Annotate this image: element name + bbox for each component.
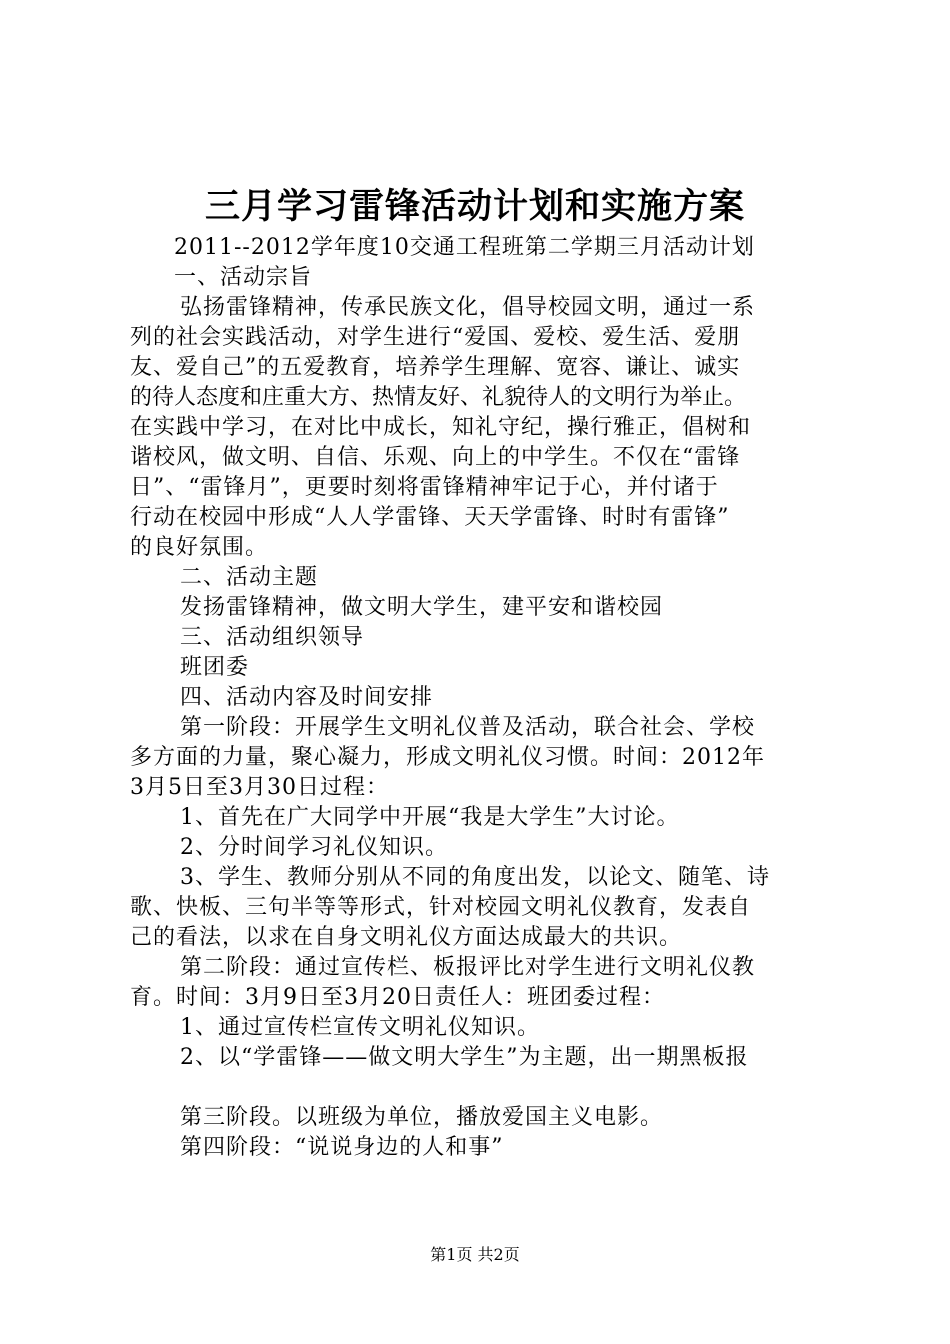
paragraph-line: 行动在校园中形成“人人学雷锋、天天学雷锋、时时有雷锋” — [130, 505, 730, 530]
paragraph-line: 多方面的力量，聚心凝力，形成文明礼仪习惯。时间：2012年 — [130, 745, 765, 770]
section-heading: 三、活动组织领导 — [180, 625, 365, 650]
document-body — [130, 233, 845, 1163]
paragraph-line: 弘扬雷锋精神，传承民族文化，倡导校园文明，通过一系 — [180, 295, 756, 320]
section-heading: 一、活动宗旨 — [174, 265, 313, 290]
list-item: 3、学生、教师分别从不同的角度出发，以论文、随笔、诗 — [180, 865, 770, 890]
paragraph-line: 日”、“雷锋月”，更要时刻将雷锋精神牢记于心，并付诸于 — [130, 475, 719, 500]
paragraph-line: 列的社会实践活动，对学生进行“爱国、爱校、爱生活、爱朋 — [130, 325, 741, 350]
paragraph-line: 己的看法，以求在自身文明礼仪方面达成最大的共识。 — [130, 925, 683, 950]
list-item: 2、分时间学习礼仪知识。 — [180, 835, 448, 860]
paragraph-line: 的待人态度和庄重大方、热情友好、礼貌待人的文明行为举止。 — [130, 385, 747, 410]
paragraph-line: 3月5日至3月30日过程： — [130, 775, 389, 800]
paragraph-line: 在实践中学习，在对比中成长，知礼守纪，操行雅正，倡树和 — [130, 415, 752, 440]
paragraph-line: 谐校风，做文明、自信、乐观、向上的中学生。不仅在“雷锋 — [130, 445, 741, 470]
paragraph-line: 班团委 — [180, 655, 250, 680]
page-footer: 第1页 共2页 — [430, 1245, 520, 1264]
list-item: 1、通过宣传栏宣传文明礼仪知识。 — [180, 1015, 540, 1040]
section-heading: 二、活动主题 — [180, 565, 319, 590]
paragraph-line: 2011--2012学年度10交通工程班第二学期三月活动计划 — [174, 235, 755, 260]
list-item: 2、以“学雷锋——做文明大学生”为主题，出一期黑板报 — [180, 1045, 749, 1070]
paragraph-line: 歌、快板、三句半等等形式，针对校园文明礼仪教育，发表自 — [130, 895, 752, 920]
paragraph-line: 第一阶段：开展学生文明礼仪普及活动，联合社会、学校 — [180, 715, 756, 740]
paragraph-line: 育。时间：3月9日至3月20日责任人：班团委过程： — [130, 985, 665, 1010]
paragraph-line: 第四阶段：“说说身边的人和事” — [180, 1135, 504, 1160]
paragraph-line: 第二阶段：通过宣传栏、板报评比对学生进行文明礼仪教 — [180, 955, 756, 980]
paragraph-line: 第三阶段。以班级为单位，播放爱国主义电影。 — [180, 1105, 664, 1130]
paragraph-line: 的良好氛围。 — [130, 535, 269, 560]
paragraph-line: 友、爱自己”的五爱教育，培养学生理解、宽容、谦让、诚实 — [130, 355, 741, 380]
blank-line — [130, 1073, 845, 1103]
paragraph-line: 发扬雷锋精神，做文明大学生，建平安和谐校园 — [180, 595, 664, 620]
section-heading: 四、活动内容及时间安排 — [180, 685, 434, 710]
document-title: 三月学习雷锋活动计划和实施方案 — [204, 187, 745, 227]
list-item: 1、首先在广大同学中开展“我是大学生”大讨论。 — [180, 805, 680, 830]
